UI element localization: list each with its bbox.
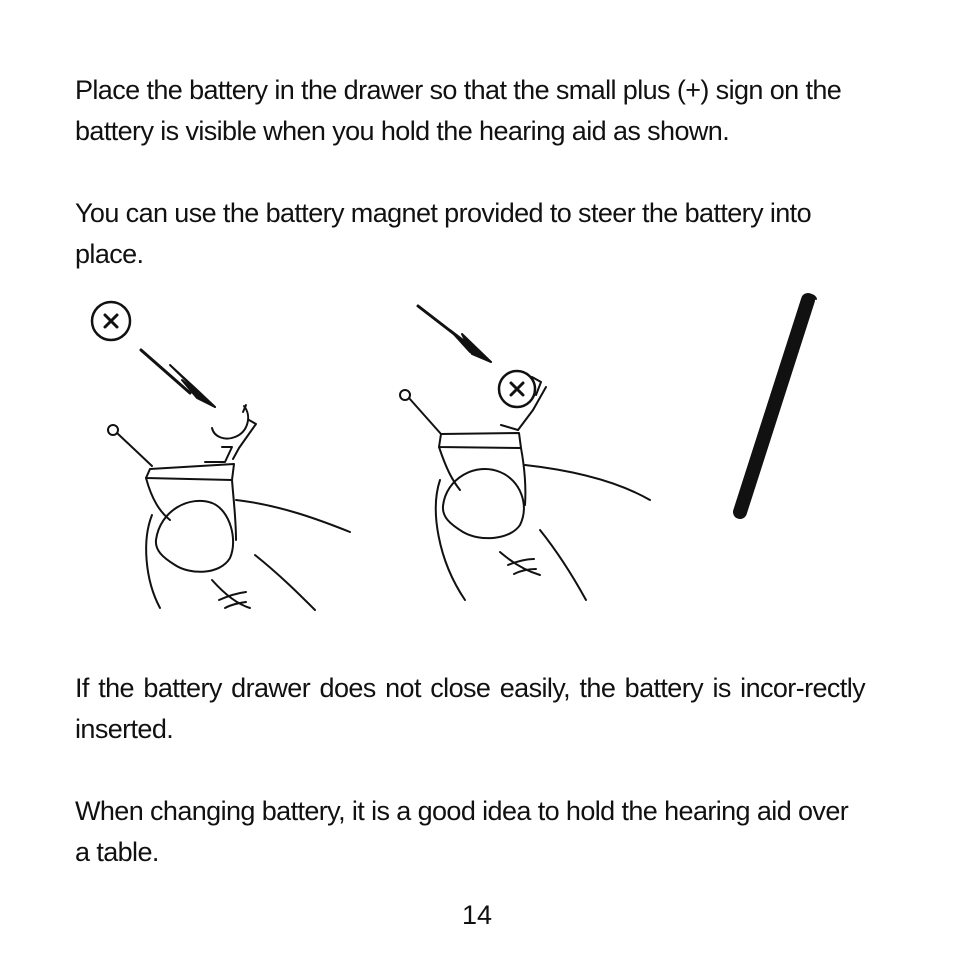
instruction-paragraph-drawer-closing: If the battery drawer does not close easily, the battery is incor-rectly inserted. bbox=[75, 673, 865, 744]
battery-magnet-icon bbox=[740, 295, 816, 512]
hearing-aid-battery-inserted-figure bbox=[400, 306, 650, 600]
battery-plus-icon bbox=[92, 302, 130, 340]
battery-insertion-illustration bbox=[0, 280, 954, 620]
instruction-paragraph-changing-over-table: When changing battery, it is a good idea to hold the hearing aid over a table. bbox=[75, 796, 849, 867]
hearing-aid-open-drawer-figure bbox=[92, 302, 350, 610]
instruction-paragraph-battery-placement: Place the battery in the drawer so that the small plus (+) sign on the battery is visible when you hold the hearing aid as shown. bbox=[75, 75, 842, 146]
instruction-paragraph-battery-magnet: You can use the battery magnet provided to steer the battery into place. bbox=[75, 198, 811, 269]
page-number: 14 bbox=[461, 900, 493, 930]
arrow-icon bbox=[141, 350, 215, 407]
battery-plus-icon bbox=[499, 371, 535, 407]
arrow-icon bbox=[418, 306, 491, 362]
